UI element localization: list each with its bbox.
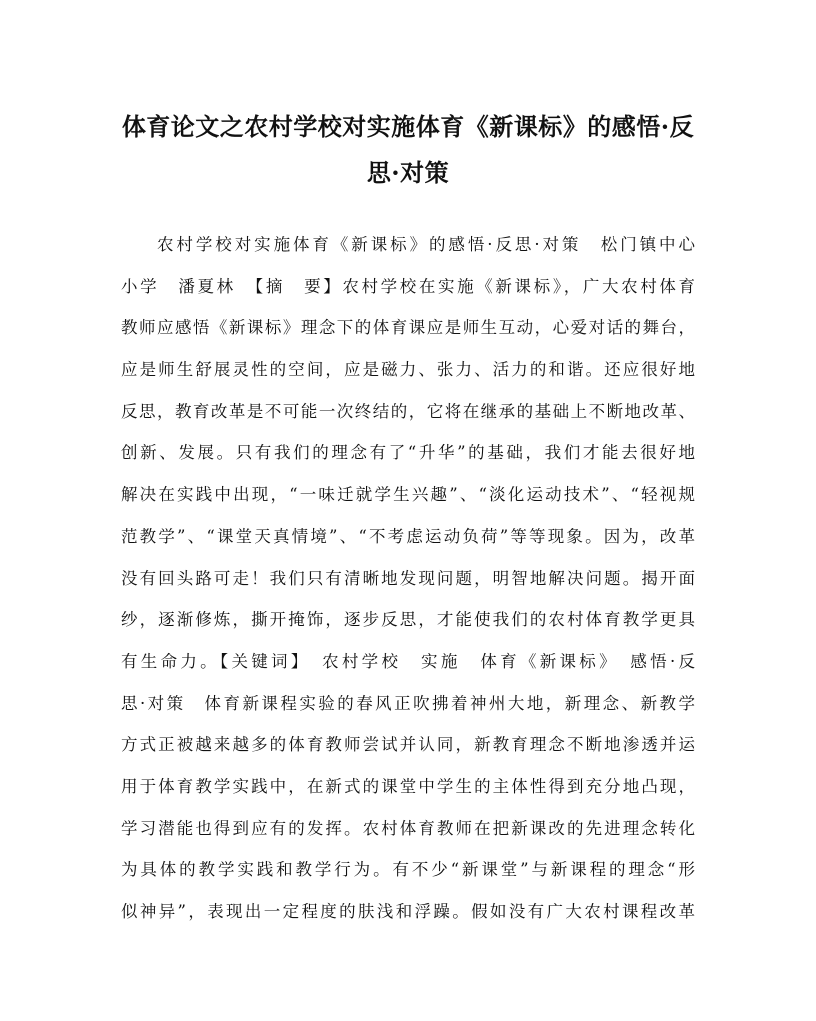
body-line: 思·对策 体育新课程实验的春风正吹拂着神州大地，新理念、新教学 bbox=[121, 693, 695, 713]
body-line: 反思，教育改革是不可能一次终结的，它将在继承的基础上不断地改革、 bbox=[121, 401, 695, 421]
body-line: 农村学校对实施体育《新课标》的感悟·反思·对策 松门镇中心 bbox=[157, 235, 695, 254]
body-line: 解决在实践中出现，“一味迁就学生兴趣”、“淡化运动技术”、“轻视规 bbox=[121, 485, 695, 505]
title-line-1: 体育论文之农村学校对实施体育《新课标》的感悟·反 bbox=[121, 112, 695, 141]
document-title bbox=[100, 104, 716, 196]
body-line: 学习潜能也得到应有的发挥。农村体育教师在把新课改的先进理念转化 bbox=[121, 818, 695, 838]
document-body bbox=[121, 224, 695, 933]
body-line: 应是师生舒展灵性的空间，应是磁力、张力、活力的和谐。还应很好地 bbox=[121, 360, 695, 380]
body-line: 没有回头路可走！我们只有清晰地发现问题，明智地解决问题。揭开面 bbox=[121, 568, 695, 588]
body-line: 为具体的教学实践和教学行为。有不少“新课堂”与新课程的理念“形 bbox=[121, 860, 695, 880]
body-line: 用于体育教学实践中，在新式的课堂中学生的主体性得到充分地凸现， bbox=[121, 776, 695, 796]
body-line: 纱，逐渐修炼，撕开掩饰，逐步反思，才能使我们的农村体育教学更具 bbox=[121, 610, 695, 630]
body-line: 范教学”、“课堂天真情境”、“不考虑运动负荷”等等现象。因为，改革 bbox=[121, 526, 695, 546]
body-line: 小学 潘夏林 【摘 要】农村学校在实施《新课标》，广大农村体育 bbox=[121, 276, 695, 296]
title-line-2: 思·对策 bbox=[366, 158, 450, 187]
body-line: 有生命力。【关键词】 农村学校 实施 体育《新课标》 感悟·反 bbox=[121, 651, 695, 671]
body-line: 创新、发展。只有我们的理念有了“升华”的基础，我们才能去很好地 bbox=[121, 443, 695, 463]
body-line: 教师应感悟《新课标》理念下的体育课应是师生互动，心爱对话的舞台， bbox=[121, 318, 695, 338]
body-line: 方式正被越来越多的体育教师尝试并认同，新教育理念不断地渗透并运 bbox=[121, 735, 695, 755]
body-line: 似神异”，表现出一定程度的肤浅和浮躁。假如没有广大农村课程改革 bbox=[121, 902, 695, 921]
